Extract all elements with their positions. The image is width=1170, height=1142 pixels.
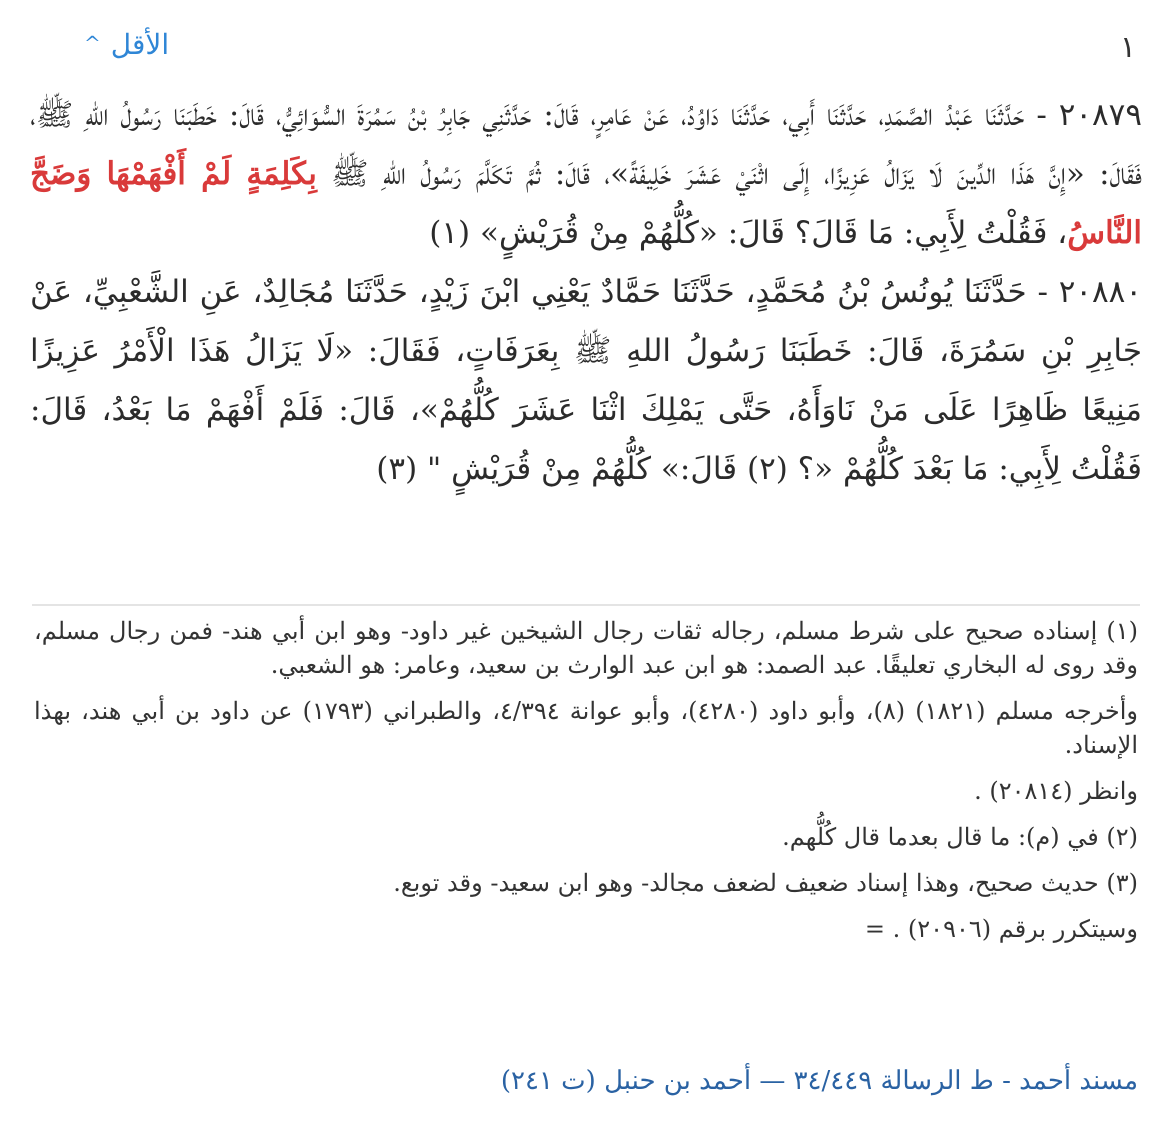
- chevron-up-icon[interactable]: ^: [84, 30, 101, 55]
- footnote-divider: [32, 604, 1140, 606]
- show-less-toggle[interactable]: [84, 28, 169, 61]
- footnote-1-takhrij: وأخرجه مسلم (١٨٢١) (٨)، وأبو داود (٤٢٨٠)، وأبو عوانة ٤/٣٩٤، والطبراني (١٧٩٣) عن داود بن أبي هند، بهذا الإسناد.: [34, 697, 1139, 759]
- hadith-20879-text-b: ، فَقُلْتُ لِأَبِي: مَا قَالَ؟ قَالَ: «كُلُّهُمْ مِنْ قُرَيْشٍ» (١): [429, 215, 1068, 251]
- hadith-20879-highlight: بِكَلِمَةٍ لَمْ أَفْهَمْهَا وَضَجَّ النَّاسُ: [30, 156, 1142, 251]
- footnote-3-repeat: وسيتكرر برقم (٢٠٩٠٦) . =: [864, 915, 1138, 943]
- hadith-20880: ٢٠٨٨٠ - حَدَّثَنَا يُونُسُ بْنُ مُحَمَّدٍ، حَدَّثَنَا حَمَّادٌ يَعْنِي ابْنَ زَيْدٍ، حَدَّثَنَا مُجَالِدٌ، عَنِ الشَّعْبِيِّ، عَنْ جَابِرِ بْنِ سَمُرَةَ، قَالَ: خَطَبَنَا رَسُولُ اللهِ ﷺ بِعَرَفَاتٍ، فَقَالَ: «لَا يَزَالُ هَذَا الْأَمْرُ عَزِيزًا مَنِيعًا ظَاهِرًا عَلَى مَنْ نَاوَأَهُ، حَتَّى يَمْلِكَ اثْنَا عَشَرَ كُلُّهُمْ»، قَالَ: فَلَمْ أَفْهَمْ مَا بَعْدُ، قَالَ: فَقُلْتُ لِأَبِي: مَا بَعْدَ كُلُّهُمْ «؟ (٢) قَالَ:» كُلُّهُمْ مِنْ قُرَيْشٍ " (٣): [30, 274, 1142, 487]
- hadith-20879-text-a: ٢٠٨٧٩ - حَدَّثَنَا عَبْدُ الصَّمَدِ، حَدَّثَنَا أَبِي، حَدَّثَنَا دَاوُدُ، عَنْ عَامِرٍ، قَالَ: حَدَّثَنِي جَابِرُ بْنُ سَمُرَةَ السُّوَائِيُّ، قَالَ: خَطَبَنَا رَسُولُ اللهِ ﷺ، فَقَالَ: «إِنَّ هَذَا الدِّينَ لَا يَزَالُ عَزِيزًا، إِلَى اثْنَيْ عَشَرَ خَلِيفَةً»، قَالَ: ثُمَّ تَكَلَّمَ رَسُولُ اللهِ ﷺ: [30, 97, 1142, 192]
- page-number: ١: [1119, 30, 1136, 65]
- page-header: [30, 28, 1142, 76]
- footnote-3: (٣) حديث صحيح، وهذا إسناد ضعيف لضعف مجالد- وهو ابن سعيد- وقد توبع.: [393, 869, 1138, 897]
- hadith-20879: [30, 86, 1142, 263]
- footnote-1-see-also: وانظر (٢٠٨١٤) .: [974, 777, 1138, 805]
- footnote-1: (١) إسناده صحيح على شرط مسلم، رجاله ثقات رجال الشيخين غير داود- وهو ابن أبي هند- فمن رجال مسلم، وقد روى له البخاري تعليقًا. عبد الصمد: هو ابن عبد الوارث بن سعيد، وعامر: هو الشعبي.: [34, 617, 1138, 679]
- source-link[interactable]: مسند أحمد - ط الرسالة ٣٤/٤٤٩ — أحمد بن حنبل (ت ٢٤١): [500, 1066, 1138, 1096]
- footnote-2: (٢) في (م): ما قال بعدما قال كُلُّهم.: [782, 823, 1138, 851]
- hadith-text: [30, 86, 1142, 499]
- show-less-label[interactable]: الأقل: [110, 28, 170, 61]
- footnotes: [34, 614, 1138, 958]
